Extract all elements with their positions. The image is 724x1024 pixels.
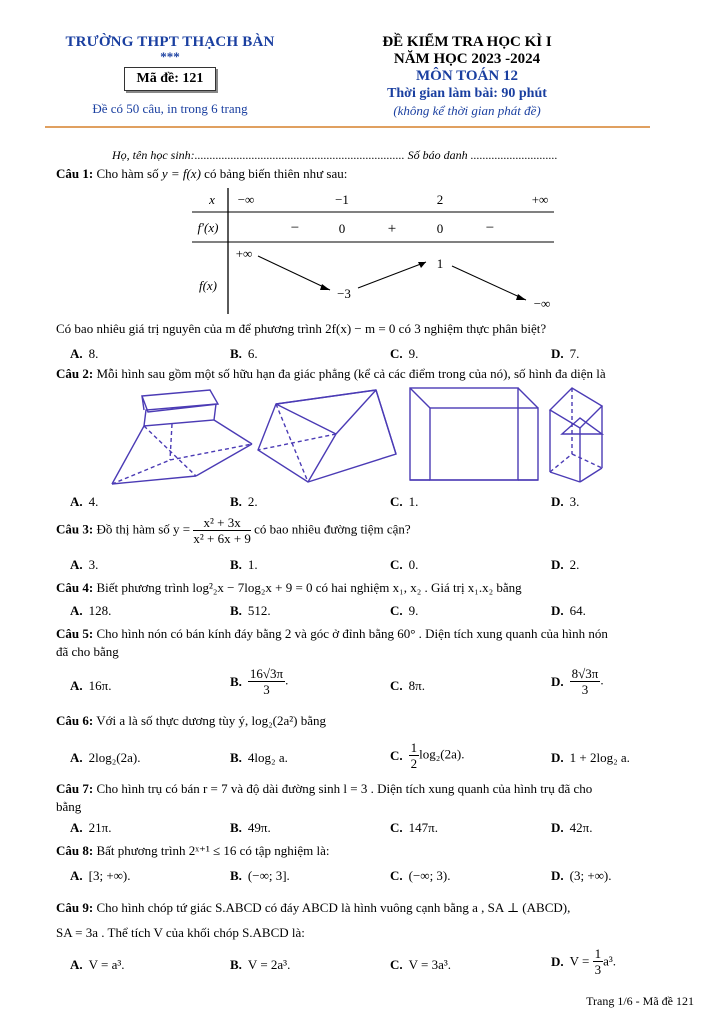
option-d[interactable]: D. 42π. <box>551 820 593 835</box>
question-5 <box>56 626 608 642</box>
option-c[interactable]: C. 1. <box>390 494 419 509</box>
fp-zero: 0 <box>436 221 444 236</box>
question-text: Mỗi hình sau gồm một số hữu hạn đa giác phẳng (kể cả các điểm trong của nó), số hình đa diện là <box>96 366 606 381</box>
question-label: Câu 3: <box>56 521 94 537</box>
option-d[interactable]: D. $\frac{8√3\pi}{3}$ . <box>551 666 604 697</box>
header-left <box>40 34 300 117</box>
option-c[interactable]: C. 0. <box>390 557 419 572</box>
fp-sign: − <box>290 220 300 236</box>
option-d[interactable]: D. 3. <box>551 494 580 509</box>
question-3 <box>56 515 411 546</box>
x-value: −1 <box>335 192 349 207</box>
x-value: −∞ <box>237 192 255 207</box>
question-text: có bảng biến thiên như sau: <box>204 166 348 181</box>
exam-code-box: Mã đề: 121 <box>124 67 217 91</box>
option-a[interactable]: A. V = a³. <box>70 957 125 972</box>
question-expr: y = f(x) <box>161 166 201 181</box>
subject: MÔN TOÁN 12 <box>416 68 518 84</box>
question-8 <box>56 843 330 859</box>
header-divider <box>45 126 650 128</box>
option-a[interactable]: A. 2log₂(2a). <box>70 750 141 765</box>
question-text: Với a là số thực dương tùy ý, log₂(2a²) bằng <box>96 713 327 728</box>
question-7-text: bằng <box>56 799 82 814</box>
header-stars: *** <box>160 49 180 64</box>
fp-zero: 0 <box>338 221 346 236</box>
row-f-label: f(x) <box>198 278 218 293</box>
option-a[interactable]: A. 128. <box>70 603 112 618</box>
option-a[interactable]: A. 16π. <box>70 678 112 693</box>
option-a[interactable]: A. [3; +∞). <box>70 868 131 883</box>
option-c[interactable]: C. 8π. <box>390 678 425 693</box>
row-fp-label: f′(x) <box>197 220 219 235</box>
option-a[interactable]: A. 8. <box>70 346 99 361</box>
question-5-text: đã cho bằng <box>56 644 119 659</box>
figure-1 <box>112 390 252 484</box>
question-label: Câu 7: <box>56 781 94 796</box>
question-label: Câu 6: <box>56 713 94 728</box>
student-info-line: Họ, tên học sinh:...................................................................... Số báo danh ............................. <box>112 148 558 162</box>
figure-4 <box>550 388 602 482</box>
option-b[interactable]: B. $\frac{16√3\pi}{3}$ . <box>230 666 289 697</box>
question-text: Cho hình nón có bán kính đáy bằng 2 và góc ở đỉnh bằng 60° . Diện tích xung quanh của hình nón <box>96 626 608 641</box>
option-c[interactable]: C. 9. <box>390 346 419 361</box>
question-text: Bất phương trình 2ˣ⁺¹ ≤ 16 có tập nghiệm là: <box>96 843 330 858</box>
option-c[interactable]: C. V = 3a³. <box>390 957 452 972</box>
figure-3 <box>410 388 538 480</box>
page-footer: Trang 1/6 - Mã đề 121 <box>586 994 694 1008</box>
option-d[interactable]: D. 64. <box>551 603 586 618</box>
option-b[interactable]: B. (−∞; 3]. <box>230 868 290 883</box>
question-1 <box>56 166 347 182</box>
fp-sign: + <box>387 221 397 237</box>
school-year: NĂM HỌC 2023 -2024 <box>393 51 541 67</box>
question-text: Cho hàm số <box>96 166 159 181</box>
question-label: Câu 8: <box>56 843 94 858</box>
exam-title: ĐỀ KIỂM TRA HỌC KÌ I <box>382 34 552 50</box>
question-label: Câu 5: <box>56 626 94 641</box>
option-b[interactable]: B. 6. <box>230 346 258 361</box>
option-b[interactable]: B. 2. <box>230 494 258 509</box>
option-c[interactable]: C. (−∞; 3). <box>390 868 451 883</box>
option-b[interactable]: B. 4log₂ a. <box>230 750 288 765</box>
x-value: 2 <box>436 192 444 207</box>
option-a[interactable]: A. 3. <box>70 557 99 572</box>
question-7 <box>56 781 592 797</box>
f-value: −∞ <box>533 296 551 311</box>
question-label: Câu 1: <box>56 166 94 181</box>
question-text: Cho hình chóp tứ giác S.ABCD có đáy ABCD là hình vuông cạnh bằng a , SA ⊥ (ABCD), <box>96 900 571 915</box>
question-text: Đồ thị hàm số y = <box>96 521 191 537</box>
f-value: +∞ <box>235 246 253 261</box>
x-value: +∞ <box>531 192 549 207</box>
duration-note: (không kể thời gian phát đề) <box>393 103 541 118</box>
duration: Thời gian làm bài: 90 phút <box>387 86 547 101</box>
option-d[interactable]: D. (3; +∞). <box>551 868 612 883</box>
header-right <box>352 34 582 119</box>
option-d[interactable]: D. 1 + 2log₂ a. <box>551 750 630 765</box>
fp-sign: − <box>485 220 495 236</box>
question-label: Câu 2: <box>56 366 94 381</box>
question-text: Biết phương trình log²₂x − 7log₂x + 9 = 0 có hai nghiệm x₁, x₂ . Giá trị x₁.x₂ bằng <box>96 580 522 595</box>
school-name: TRƯỜNG THPT THẠCH BÀN <box>65 34 275 50</box>
polyhedra-figures <box>110 384 670 490</box>
option-b[interactable]: B. V = 2a³. <box>230 957 291 972</box>
question-2 <box>56 366 606 382</box>
option-c[interactable]: C. 9. <box>390 603 419 618</box>
option-c[interactable]: C. $\frac{1}{2}$ log₂(2a). <box>390 740 465 771</box>
option-a[interactable]: A. 21π. <box>70 820 112 835</box>
f-value: −3 <box>337 286 351 301</box>
variation-table <box>190 186 560 316</box>
f-value: 1 <box>436 256 444 271</box>
question-9 <box>56 900 570 916</box>
option-b[interactable]: B. 49π. <box>230 820 271 835</box>
option-d[interactable]: D. 2. <box>551 557 580 572</box>
option-d[interactable]: D. V = $\frac{1}{3}$ a³. <box>551 946 617 977</box>
question-text: có bao nhiêu đường tiệm cận? <box>254 521 411 537</box>
option-a[interactable]: A. 4. <box>70 494 99 509</box>
row-x-label: x <box>209 192 215 207</box>
question-label: Câu 9: <box>56 900 94 915</box>
question-9-text: SA = 3a . Thể tích V của khối chóp S.ABCD là: <box>56 925 305 940</box>
question-label: Câu 4: <box>56 580 94 595</box>
option-b[interactable]: B. 512. <box>230 603 271 618</box>
option-d[interactable]: D. 7. <box>551 346 580 361</box>
question-4 <box>56 580 522 596</box>
question-1-text: Có bao nhiêu giá trị nguyên của m để phương trình 2f(x) − m = 0 có 3 nghiệm thực phân biệt? <box>56 321 547 336</box>
pages-note: Đề có 50 câu, in trong 6 trang <box>92 101 248 116</box>
figure-2 <box>258 390 396 482</box>
question-fraction: $\frac{\text{x² + 3x}}{\text{x² + 6x + 9}}$ <box>193 515 251 546</box>
option-b[interactable]: B. 1. <box>230 557 258 572</box>
question-text: Cho hình trụ có bán r = 7 và độ dài đường sinh l = 3 . Diện tích xung quanh của hình trụ đã cho <box>96 781 593 796</box>
question-6 <box>56 713 326 729</box>
option-c[interactable]: C. 147π. <box>390 820 438 835</box>
